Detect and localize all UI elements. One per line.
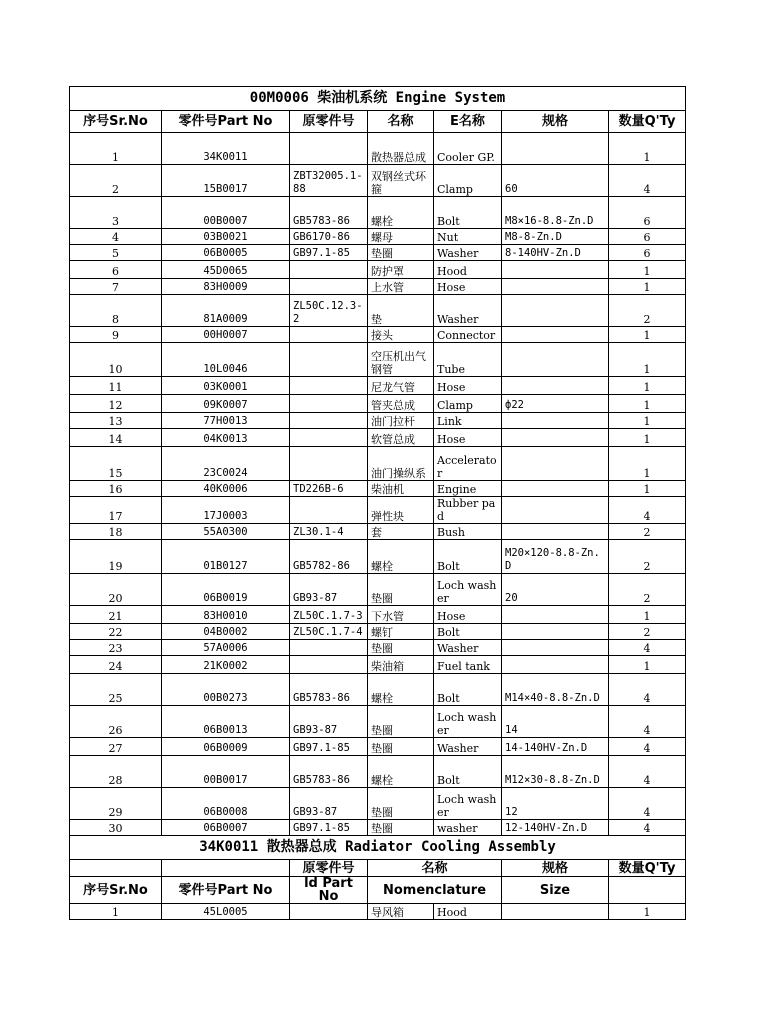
table-row	[70, 656, 686, 674]
nomenclature-header: Nomenclature	[368, 877, 502, 904]
english-name-cell: Connector	[434, 327, 502, 343]
orig-part-cell	[290, 395, 368, 413]
table-row	[70, 261, 686, 279]
qty-cell: 1	[609, 413, 686, 429]
header-row	[70, 111, 686, 133]
table-row	[70, 429, 686, 447]
table-row	[70, 377, 686, 395]
english-name-cell: Tube	[434, 343, 502, 377]
part-no-cell: 40K0006	[162, 481, 290, 497]
spec-cell: 12	[502, 788, 609, 820]
orig-part-cell	[290, 413, 368, 429]
table-row	[70, 165, 686, 197]
orig-part-cell	[290, 133, 368, 165]
table-row	[70, 574, 686, 606]
table-row	[70, 245, 686, 261]
part-no-cell: 77H0013	[162, 413, 290, 429]
qty-cell: 2	[609, 624, 686, 640]
qty-cell: 4	[609, 674, 686, 706]
table-row	[70, 327, 686, 343]
chinese-name-cell: 垫圈	[368, 738, 434, 756]
part-no-cell: 00H0007	[162, 327, 290, 343]
chinese-name-cell: 空压机出气钢管	[368, 343, 434, 377]
chinese-name-cell: 散热器总成	[368, 133, 434, 165]
part-no-cell: 01B0127	[162, 540, 290, 574]
qty-cell: 1	[609, 327, 686, 343]
sr-no-cell: 5	[70, 245, 162, 261]
chinese-name-cell: 油门拉杆	[368, 413, 434, 429]
sr-no-cell: 30	[70, 820, 162, 836]
orig-part-cell: GB5783-86	[290, 756, 368, 788]
english-name-cell: Clamp	[434, 395, 502, 413]
header-row	[70, 877, 686, 904]
qty-cell: 4	[609, 497, 686, 524]
sr-no-cell: 6	[70, 261, 162, 279]
spec-cell	[502, 481, 609, 497]
chinese-name-cell: 接头	[368, 327, 434, 343]
english-name-cell: Hose	[434, 429, 502, 447]
qty-cell: 1	[609, 904, 686, 920]
table-row	[70, 756, 686, 788]
orig-part-cell: ZL50C.1.7-3	[290, 606, 368, 624]
part-no-cell: 04K0013	[162, 429, 290, 447]
orig-part-cell	[290, 279, 368, 295]
sr-no-cell: 18	[70, 524, 162, 540]
spec-cell	[502, 447, 609, 481]
spec-cell	[502, 133, 609, 165]
qty-cell: 1	[609, 447, 686, 481]
chinese-name-cell: 螺栓	[368, 756, 434, 788]
sr-no-header: 序号Sr.No	[70, 877, 162, 904]
spec-cell	[502, 656, 609, 674]
orig-part-cell: GB5783-86	[290, 674, 368, 706]
part-no-cell: 83H0010	[162, 606, 290, 624]
qty-cell: 4	[609, 640, 686, 656]
qty-cell: 2	[609, 524, 686, 540]
qty-cell: 1	[609, 606, 686, 624]
chinese-name-cell: 防护罩	[368, 261, 434, 279]
spec-cell	[502, 327, 609, 343]
english-name-cell: Accelerator	[434, 447, 502, 481]
orig-part-cell: GB5782-86	[290, 540, 368, 574]
chinese-name-cell: 垫圈	[368, 574, 434, 606]
part-no-cell: 06B0013	[162, 706, 290, 738]
spec-cell	[502, 261, 609, 279]
spec-cell: M8×16-8.8-Zn.D	[502, 197, 609, 229]
section-title-row	[70, 836, 686, 860]
table-row	[70, 540, 686, 574]
part-no-header: 零件号Part No	[162, 877, 290, 904]
english-name-cell: Washer	[434, 245, 502, 261]
chinese-name-cell: 螺栓	[368, 197, 434, 229]
spec-cell	[502, 904, 609, 920]
qty-cell: 6	[609, 229, 686, 245]
sr-no-cell: 21	[70, 606, 162, 624]
part-no-cell: 45D0065	[162, 261, 290, 279]
chinese-name-cell: 管夹总成	[368, 395, 434, 413]
english-name-cell: Engine	[434, 481, 502, 497]
sr-no-cell: 1	[70, 133, 162, 165]
table-row	[70, 413, 686, 429]
qty-header-blank	[609, 877, 686, 904]
chinese-name-cell: 油门操纵系	[368, 447, 434, 481]
orig-part-cell: GB6170-86	[290, 229, 368, 245]
english-name-cell: Cooler GP.	[434, 133, 502, 165]
english-name-cell: Fuel tank	[434, 656, 502, 674]
orig-part-cell: GB93-87	[290, 574, 368, 606]
orig-part-cell	[290, 343, 368, 377]
qty-header: 数量Q'Ty	[609, 860, 686, 877]
english-name-cell: Hose	[434, 606, 502, 624]
qty-cell: 4	[609, 756, 686, 788]
chinese-name-cell: 软管总成	[368, 429, 434, 447]
spec-header: 规格	[502, 111, 609, 133]
orig-part-cell	[290, 497, 368, 524]
qty-cell: 4	[609, 738, 686, 756]
spec-cell	[502, 429, 609, 447]
spec-cell: M20×120-8.8-Zn.D	[502, 540, 609, 574]
blank-header	[70, 860, 162, 877]
sr-no-cell: 24	[70, 656, 162, 674]
table-row	[70, 706, 686, 738]
sr-no-cell: 7	[70, 279, 162, 295]
part-no-cell: 06B0005	[162, 245, 290, 261]
chinese-name-cell: 上水管	[368, 279, 434, 295]
english-name-cell: Loch washer	[434, 788, 502, 820]
sr-no-cell: 29	[70, 788, 162, 820]
chinese-name-cell: 垫圈	[368, 788, 434, 820]
spec-cell: ф22	[502, 395, 609, 413]
table-row	[70, 904, 686, 920]
sr-no-cell: 12	[70, 395, 162, 413]
spec-cell	[502, 640, 609, 656]
sr-no-cell: 17	[70, 497, 162, 524]
spec-cell	[502, 295, 609, 327]
chinese-name-cell: 垫圈	[368, 640, 434, 656]
part-no-cell: 06B0007	[162, 820, 290, 836]
chinese-name-cell: 螺母	[368, 229, 434, 245]
sr-no-cell: 22	[70, 624, 162, 640]
chinese-name-cell: 螺钉	[368, 624, 434, 640]
orig-part-cell	[290, 261, 368, 279]
qty-cell: 2	[609, 540, 686, 574]
section-title: 34K0011 散热器总成 Radiator Cooling Assembly	[70, 836, 686, 860]
name-header: 名称	[368, 111, 434, 133]
orig-part-header: 原零件号	[290, 111, 368, 133]
part-no-cell: 00B0273	[162, 674, 290, 706]
orig-part-cell	[290, 447, 368, 481]
spec-cell: 8-140HV-Zn.D	[502, 245, 609, 261]
orig-part-cell	[290, 656, 368, 674]
sr-no-cell: 14	[70, 429, 162, 447]
qty-cell: 2	[609, 574, 686, 606]
spec-cell	[502, 413, 609, 429]
orig-part-cell: GB5783-86	[290, 197, 368, 229]
table-row	[70, 343, 686, 377]
orig-part-cell: ZL50C.1.7-4	[290, 624, 368, 640]
english-name-cell: Washer	[434, 738, 502, 756]
part-no-cell: 03K0001	[162, 377, 290, 395]
part-no-cell: 34K0011	[162, 133, 290, 165]
english-name-cell: Bush	[434, 524, 502, 540]
chinese-name-cell: 导风箱	[368, 904, 434, 920]
qty-cell: 4	[609, 788, 686, 820]
sr-no-cell: 16	[70, 481, 162, 497]
spec-cell	[502, 497, 609, 524]
qty-cell: 1	[609, 429, 686, 447]
part-no-cell: 81A0009	[162, 295, 290, 327]
sr-no-cell: 23	[70, 640, 162, 656]
sr-no-header: 序号Sr.No	[70, 111, 162, 133]
sr-no-cell: 2	[70, 165, 162, 197]
part-no-cell: 21K0002	[162, 656, 290, 674]
qty-cell: 2	[609, 295, 686, 327]
english-name-cell: Hood	[434, 261, 502, 279]
orig-part-cell: ZL50C.12.3-2	[290, 295, 368, 327]
orig-part-cell: GB97.1-85	[290, 820, 368, 836]
qty-cell: 1	[609, 656, 686, 674]
orig-part-cell	[290, 640, 368, 656]
sr-no-cell: 3	[70, 197, 162, 229]
english-name-cell: Bolt	[434, 540, 502, 574]
orig-part-cell: GB93-87	[290, 788, 368, 820]
spec-cell: 60	[502, 165, 609, 197]
chinese-name-cell: 套	[368, 524, 434, 540]
sr-no-cell: 25	[70, 674, 162, 706]
spec-cell: M8-8-Zn.D	[502, 229, 609, 245]
english-name-cell: Loch washer	[434, 706, 502, 738]
section-title-row	[70, 87, 686, 111]
chinese-name-cell: 垫圈	[368, 706, 434, 738]
spec-cell: M12×30-8.8-Zn.D	[502, 756, 609, 788]
part-no-cell: 15B0017	[162, 165, 290, 197]
sr-no-cell: 20	[70, 574, 162, 606]
spec-cell: 12-140HV-Zn.D	[502, 820, 609, 836]
spec-cell	[502, 343, 609, 377]
table-row	[70, 279, 686, 295]
english-name-cell: washer	[434, 820, 502, 836]
section-title: 00M0006 柴油机系统 Engine System	[70, 87, 686, 111]
table-row	[70, 788, 686, 820]
header-row	[70, 860, 686, 877]
spec-cell	[502, 279, 609, 295]
table-row	[70, 447, 686, 481]
sr-no-cell: 1	[70, 904, 162, 920]
part-no-cell: 55A0300	[162, 524, 290, 540]
chinese-name-cell: 垫圈	[368, 820, 434, 836]
chinese-name-cell: 垫圈	[368, 245, 434, 261]
table-row	[70, 229, 686, 245]
spec-cell	[502, 377, 609, 395]
chinese-name-cell: 下水管	[368, 606, 434, 624]
table-row	[70, 197, 686, 229]
qty-cell: 1	[609, 377, 686, 395]
sr-no-cell: 10	[70, 343, 162, 377]
spec-cell	[502, 624, 609, 640]
english-name-cell: Washer	[434, 295, 502, 327]
part-no-cell: 83H0009	[162, 279, 290, 295]
table-row	[70, 295, 686, 327]
english-name-cell: Hood	[434, 904, 502, 920]
table-row	[70, 674, 686, 706]
name-header: 名称	[368, 860, 502, 877]
part-no-cell: 00B0007	[162, 197, 290, 229]
orig-part-cell	[290, 429, 368, 447]
english-name-cell: Bolt	[434, 197, 502, 229]
spec-cell: 20	[502, 574, 609, 606]
english-name-cell: Link	[434, 413, 502, 429]
orig-part-cell: ZBT32005.1-88	[290, 165, 368, 197]
qty-header: 数量Q'Ty	[609, 111, 686, 133]
sr-no-cell: 27	[70, 738, 162, 756]
chinese-name-cell: 尼龙气管	[368, 377, 434, 395]
table-row	[70, 481, 686, 497]
qty-cell: 1	[609, 279, 686, 295]
part-no-cell: 10L0046	[162, 343, 290, 377]
sr-no-cell: 11	[70, 377, 162, 395]
qty-cell: 4	[609, 165, 686, 197]
spec-header: 规格	[502, 860, 609, 877]
english-name-cell: Clamp	[434, 165, 502, 197]
chinese-name-cell: 弹性块	[368, 497, 434, 524]
sr-no-cell: 26	[70, 706, 162, 738]
english-name-cell: Bolt	[434, 756, 502, 788]
spec-cell: 14-140HV-Zn.D	[502, 738, 609, 756]
part-no-header: 零件号Part No	[162, 111, 290, 133]
english-name-cell: Hose	[434, 377, 502, 395]
qty-cell: 4	[609, 820, 686, 836]
orig-part-cell	[290, 904, 368, 920]
orig-part-cell: ZL30.1-4	[290, 524, 368, 540]
table-row	[70, 133, 686, 165]
qty-cell: 1	[609, 343, 686, 377]
orig-part-cell: GB97.1-85	[290, 245, 368, 261]
sr-no-cell: 8	[70, 295, 162, 327]
part-no-cell: 06B0008	[162, 788, 290, 820]
chinese-name-cell: 垫	[368, 295, 434, 327]
sr-no-cell: 13	[70, 413, 162, 429]
qty-cell: 1	[609, 133, 686, 165]
part-no-cell: 06B0019	[162, 574, 290, 606]
parts-table	[69, 86, 686, 920]
sr-no-cell: 4	[70, 229, 162, 245]
table-row	[70, 524, 686, 540]
part-no-cell: 23C0024	[162, 447, 290, 481]
english-name-cell: Washer	[434, 640, 502, 656]
part-no-cell: 17J0003	[162, 497, 290, 524]
qty-cell: 4	[609, 706, 686, 738]
qty-cell: 1	[609, 481, 686, 497]
qty-cell: 6	[609, 245, 686, 261]
qty-cell: 6	[609, 197, 686, 229]
table-row	[70, 497, 686, 524]
sr-no-cell: 28	[70, 756, 162, 788]
orig-part-cell	[290, 377, 368, 395]
part-no-cell: 06B0009	[162, 738, 290, 756]
english-name-cell: Bolt	[434, 624, 502, 640]
orig-part-cell: GB93-87	[290, 706, 368, 738]
qty-cell: 1	[609, 395, 686, 413]
orig-part-header: 原零件号	[290, 860, 368, 877]
part-no-cell: 00B0017	[162, 756, 290, 788]
table-row	[70, 624, 686, 640]
old-part-no-header: ld Part No	[290, 877, 368, 904]
spec-cell: M14×40-8.8-Zn.D	[502, 674, 609, 706]
sr-no-cell: 19	[70, 540, 162, 574]
chinese-name-cell: 螺栓	[368, 540, 434, 574]
chinese-name-cell: 柴油箱	[368, 656, 434, 674]
size-header: Size	[502, 877, 609, 904]
table-row	[70, 820, 686, 836]
spec-cell	[502, 524, 609, 540]
english-name-cell: Loch washer	[434, 574, 502, 606]
table-row	[70, 395, 686, 413]
sr-no-cell: 9	[70, 327, 162, 343]
part-no-cell: 04B0002	[162, 624, 290, 640]
table-row	[70, 640, 686, 656]
orig-part-cell: TD226B-6	[290, 481, 368, 497]
spec-cell: 14	[502, 706, 609, 738]
chinese-name-cell: 螺栓	[368, 674, 434, 706]
part-no-cell: 03B0021	[162, 229, 290, 245]
part-no-cell: 57A0006	[162, 640, 290, 656]
sr-no-cell: 15	[70, 447, 162, 481]
english-name-cell: Bolt	[434, 674, 502, 706]
part-no-cell: 45L0005	[162, 904, 290, 920]
chinese-name-cell: 双钢丝式环箍	[368, 165, 434, 197]
qty-cell: 1	[609, 261, 686, 279]
table-row	[70, 606, 686, 624]
orig-part-cell	[290, 327, 368, 343]
english-name-cell: Rubber pad	[434, 497, 502, 524]
table-row	[70, 738, 686, 756]
orig-part-cell: GB97.1-85	[290, 738, 368, 756]
part-no-cell: 09K0007	[162, 395, 290, 413]
chinese-name-cell: 柴油机	[368, 481, 434, 497]
spec-cell	[502, 606, 609, 624]
english-name-cell: Nut	[434, 229, 502, 245]
blank-header	[162, 860, 290, 877]
english-name-cell: Hose	[434, 279, 502, 295]
english-name-header: E名称	[434, 111, 502, 133]
